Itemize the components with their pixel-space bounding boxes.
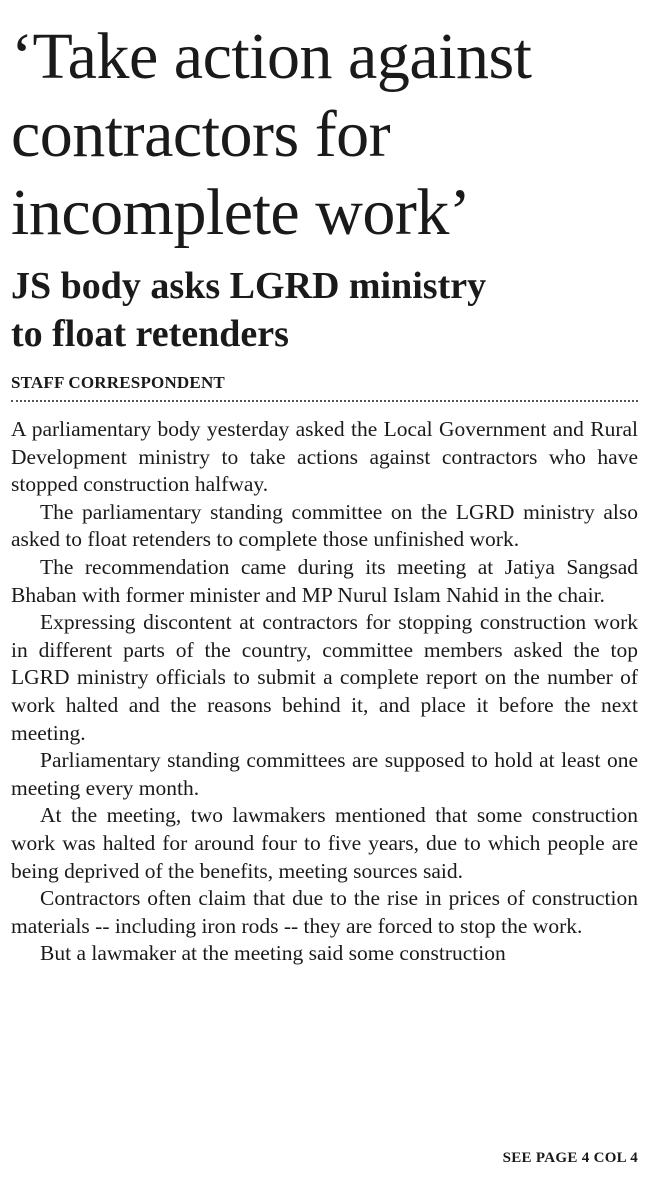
headline-line-3: incomplete work’ — [11, 176, 471, 249]
body-paragraph: Contractors often claim that due to the rise in prices of construction materials -- including iron rods -- they are forced to stop the work. — [11, 886, 638, 938]
body-paragraph: The parliamentary standing committee on the LGRD ministry also asked to float retenders to complete those unfinished work. — [11, 499, 638, 552]
byline: STAFF CORRESPONDENT — [11, 373, 225, 392]
headline-line-1: ‘Take action against — [11, 20, 532, 93]
headline — [11, 0, 638, 252]
body-paragraph: But a lawmaker at the meeting said some construction — [40, 941, 506, 966]
body-paragraph: A parliamentary body yesterday asked the Local Government and Rural Development ministry to take actions against contractors who have stopped construction halfway. — [11, 417, 638, 497]
subheadline — [11, 262, 638, 358]
continued-on-page-line: SEE PAGE 4 COL 4 — [502, 1150, 638, 1166]
body-paragraph: The recommendation came during its meeting at Jatiya Sangsad Bhaban with former minister and MP Nurul Islam Nahid in the chair. — [11, 554, 638, 607]
subheadline-line-1: JS body asks LGRD ministry — [11, 265, 487, 307]
headline-line-2: contractors for — [11, 98, 391, 171]
body-paragraph: Expressing discontent at contractors for stopping construction work in different parts of the country, committee members asked the top LGRD ministry officials to submit a complete report on the number of work halted and the reasons behind it, and place it before the next meeting. — [11, 610, 638, 745]
body-paragraph: At the meeting, two lawmakers mentioned that some construction work was halted for around four to five years, due to which people are being deprived of the benefits, meeting sources said. — [11, 803, 638, 883]
subheadline-line-2: to float retenders — [11, 313, 289, 355]
article-body — [11, 416, 638, 968]
dotted-divider — [11, 400, 638, 402]
news-article — [11, 0, 638, 968]
body-paragraph: Parliamentary standing committees are supposed to hold at least one meeting every month. — [11, 748, 638, 800]
